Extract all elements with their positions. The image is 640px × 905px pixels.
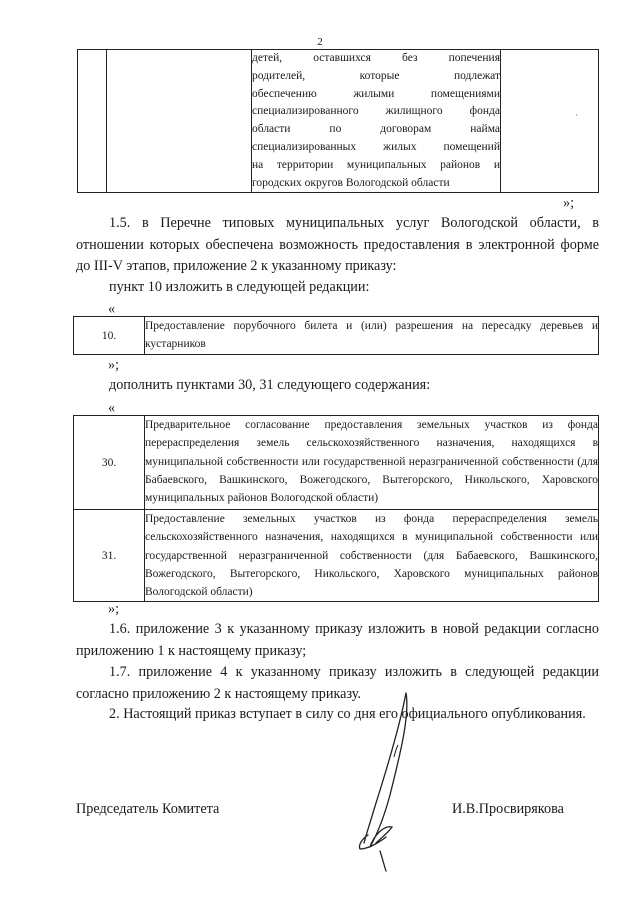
table-cell-number xyxy=(78,50,107,193)
add-points-intro: дополнить пунктами 30, 31 следующего содержания: xyxy=(109,377,431,393)
closing-quote: »; xyxy=(108,601,120,617)
cell-line: городских округов Вологодской области xyxy=(252,176,450,189)
paragraph-1-5: 1.5. в Перечне типовых муниципальных услуг Вологодской области, в отношении которых обеспечена возможность предоставления в электронной форме до III-V этапов, приложение 2 к указанному приказу: xyxy=(76,215,599,274)
scan-speck: · xyxy=(575,110,578,120)
cell-line: специализированного жилищного фонда xyxy=(252,105,500,118)
page-number: 2 xyxy=(317,36,323,48)
handwritten-signature xyxy=(340,685,440,875)
row-31-number: 31. xyxy=(74,510,145,602)
cell-line: области по договорам найма xyxy=(252,123,500,136)
paragraph-1-6: 1.6. приложение 3 к указанному приказу изложить в новой редакции согласно приложению 1 к настоящему приказу; xyxy=(76,621,599,659)
table-cell-blank xyxy=(107,50,252,193)
table-cell-blank xyxy=(501,50,599,193)
rows-30-31-table xyxy=(73,415,599,602)
closing-quote: »; xyxy=(108,357,120,373)
row-10-table xyxy=(73,316,599,355)
table-cell-service-text xyxy=(252,50,501,193)
cell-line: специализированных жилых помещений xyxy=(252,140,500,153)
cell-line: детей, оставшихся без попечения xyxy=(252,52,500,64)
row-10-text: Предоставление порубочного билета и (или) разрешения на пересадку деревьев и кустарников xyxy=(145,317,599,355)
opening-quote: « xyxy=(108,400,116,416)
row-30-number: 30. xyxy=(74,416,145,510)
point-10-intro: пункт 10 изложить в следующей редакции: xyxy=(109,279,370,295)
row-31-text: Предоставление земельных участков из фонда перераспределения земель сельскохозяйственного назначения, находящихся в муниципальной собственности или государственной неразграниченной собственности (для Бабаевского, Вашкинского, Вожегодского, Вытегорского, Никольского, Харовского муниципальных районов Вологодской области) xyxy=(145,510,599,602)
closing-quote: »; xyxy=(563,195,575,211)
signature-position: Председатель Комитета xyxy=(76,801,220,817)
cell-line: на территории муниципальных районов и xyxy=(252,158,500,171)
row-10-number: 10. xyxy=(74,317,145,355)
opening-quote: « xyxy=(108,301,116,317)
cell-line: родителей, которые подлежат xyxy=(252,69,500,82)
signature-name: И.В.Просвирякова xyxy=(452,801,564,817)
paragraph-2: 2. Настоящий приказ вступает в силу со дня его официального опубликования. xyxy=(109,706,586,722)
continuation-table xyxy=(77,49,599,193)
row-30-text: Предварительное согласование предоставления земельных участков из фонда перераспределения земель сельскохозяйственного назначения, находящихся в муниципальной собственности или государственной неразграниченной собственности (для Бабаевского, Вашкинского, Вожегодского, Вытегорского, Никольского, Харовского муниципальных районов Вологодской области) xyxy=(145,416,599,510)
paragraph-1-7: 1.7. приложение 4 к указанному приказу изложить в следующей редакции согласно приложению 2 к настоящему приказу. xyxy=(76,664,599,702)
cell-line: обеспечению жилыми помещениями xyxy=(252,87,500,100)
